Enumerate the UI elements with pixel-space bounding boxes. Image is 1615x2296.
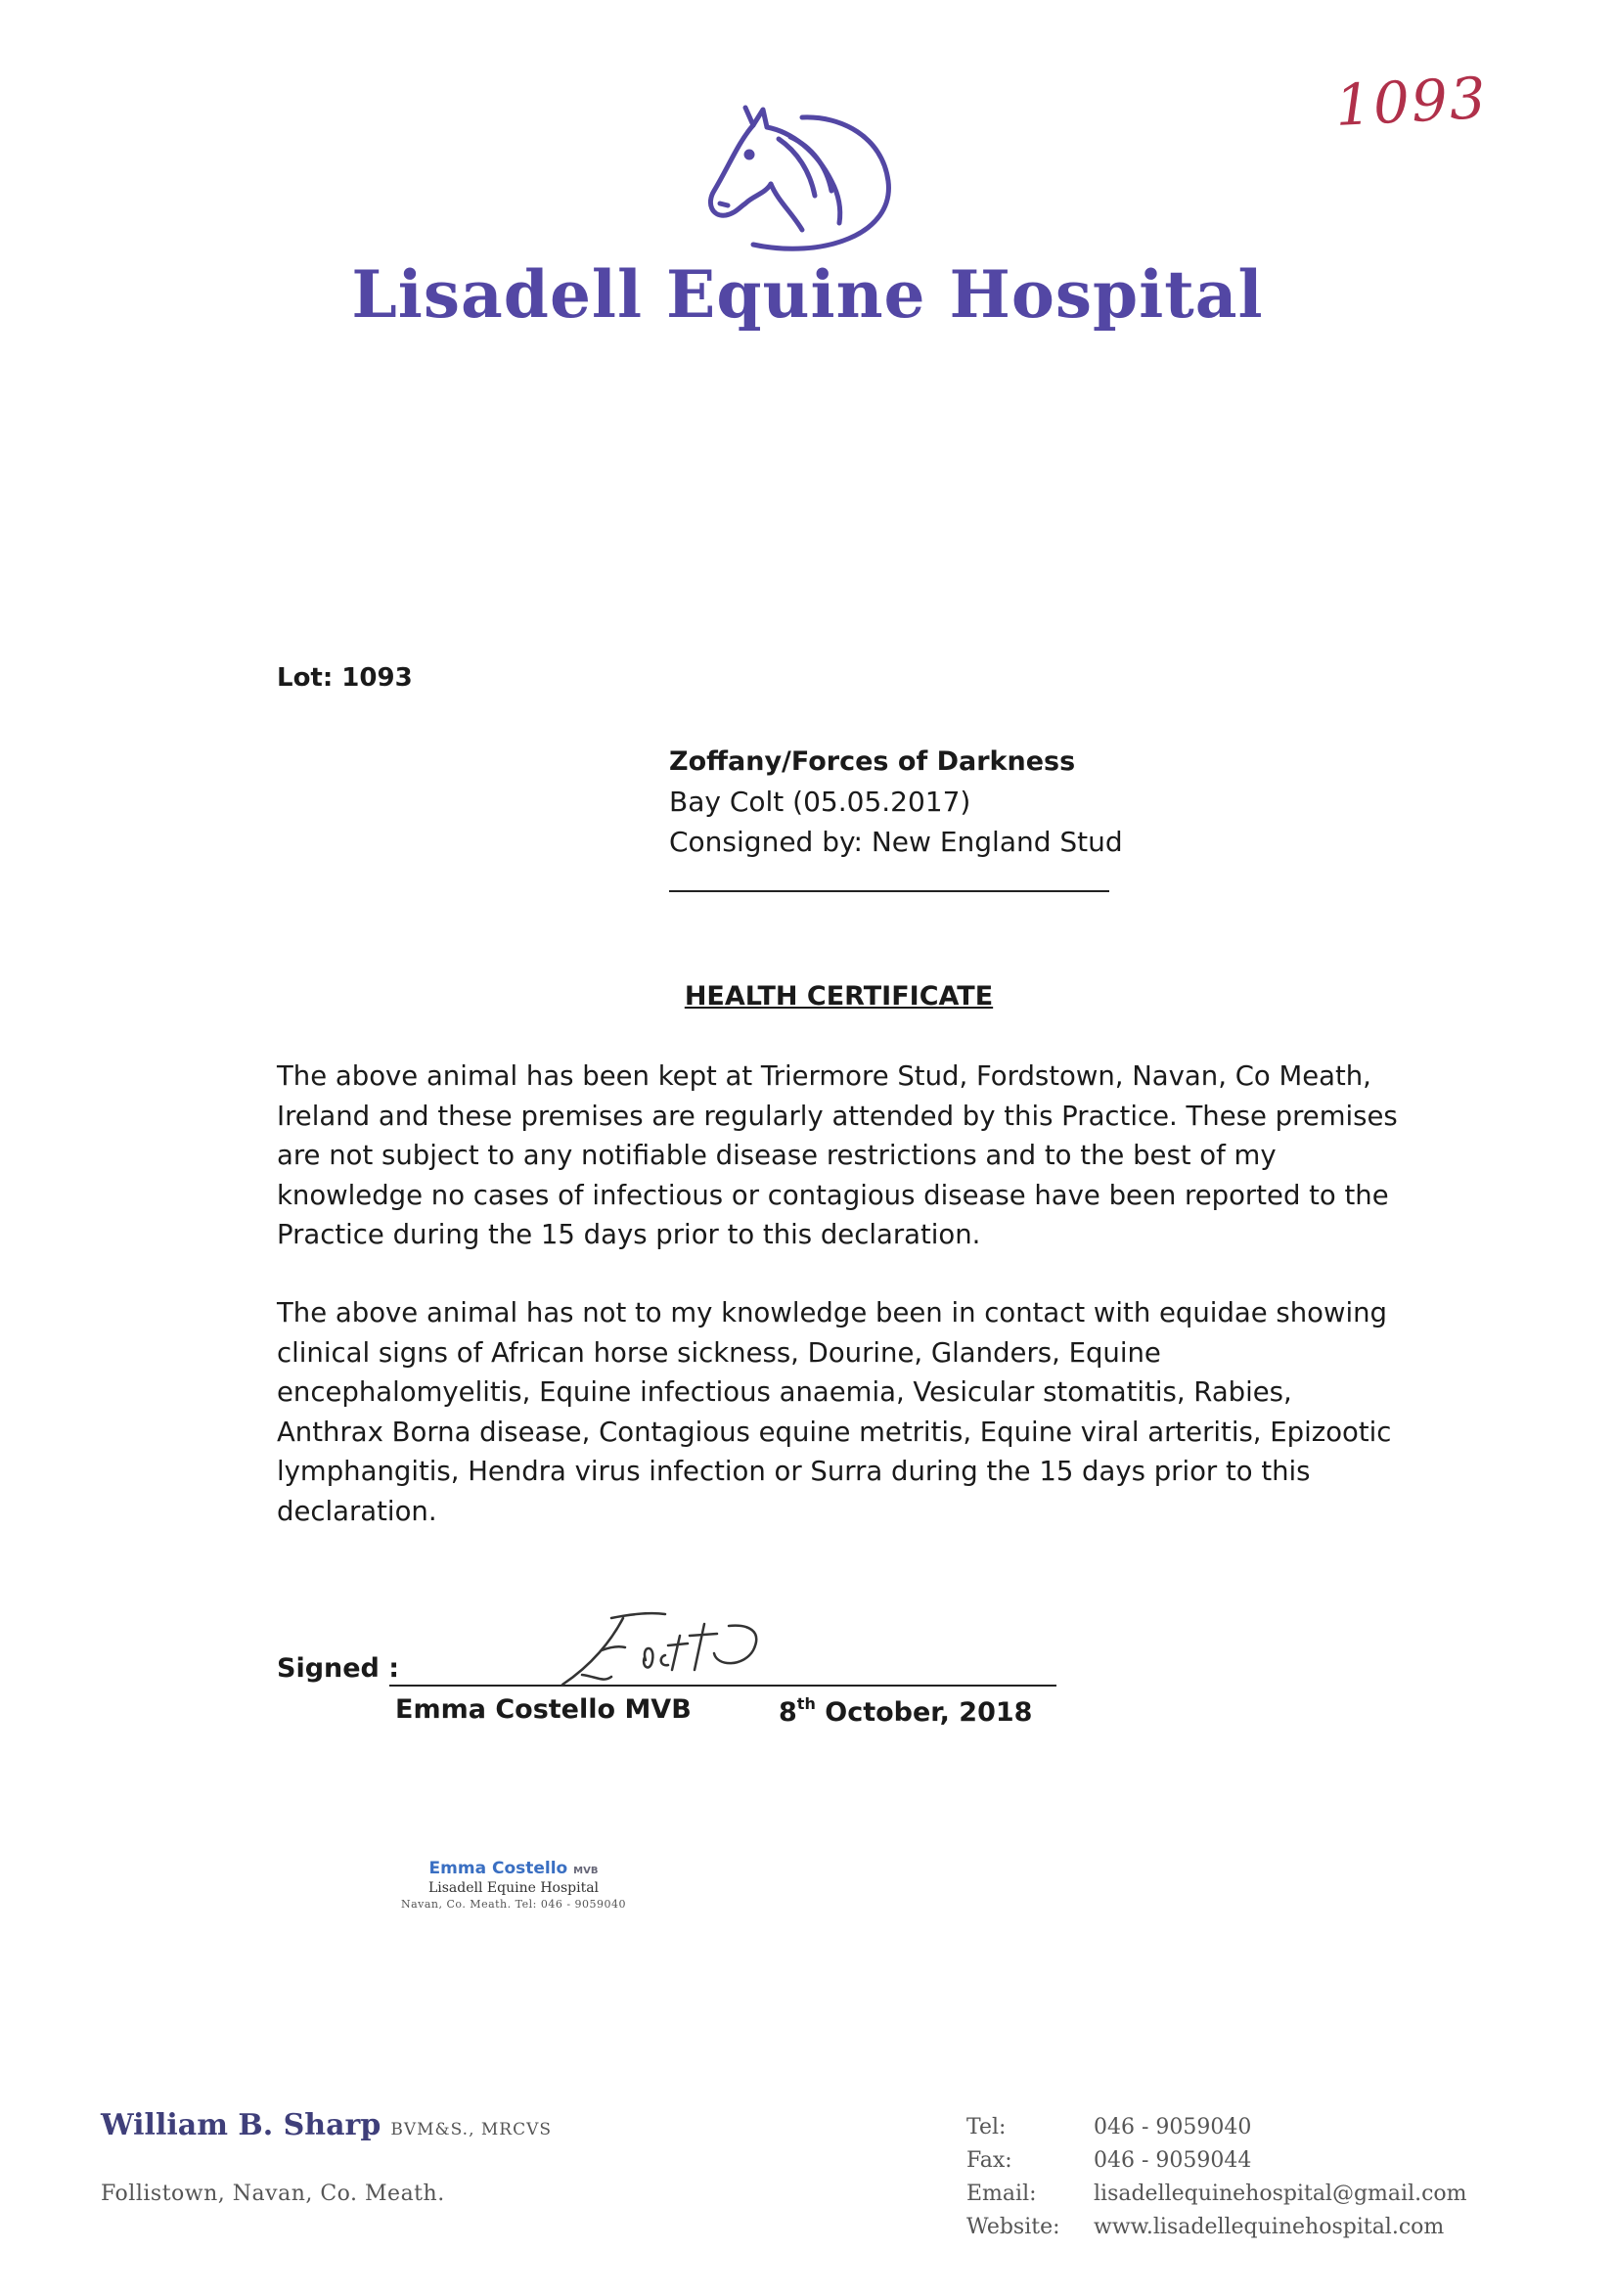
horse-head-logo-icon <box>685 98 910 254</box>
signature-date: 8th October, 2018 <box>779 1694 1033 1728</box>
hospital-name-heading: Lisadell Equine Hospital <box>351 256 1264 333</box>
contact-fax: Fax: 046 - 9059044 <box>966 2148 1252 2173</box>
contact-website: Website: www.lisadellequinehospital.com <box>966 2215 1445 2239</box>
handwritten-lot-number: 1093 <box>1333 64 1490 140</box>
certificate-title: HEALTH CERTIFICATE <box>684 981 994 1012</box>
footer-contacts <box>966 2111 1467 2244</box>
horse-details <box>669 742 1123 862</box>
footer-address: Follistown, Navan, Co. Meath. <box>101 2182 445 2206</box>
horse-description: Bay Colt (05.05.2017) <box>669 786 971 818</box>
signed-label: Signed : <box>277 1653 400 1684</box>
footer-vet-name: William B. Sharp BVM&S., MRCVS <box>101 2108 553 2142</box>
stamp-organisation: Lisadell Equine Hospital <box>427 1880 600 1896</box>
handwritten-signature <box>543 1606 778 1694</box>
contact-tel: Tel: 046 - 9059040 <box>966 2115 1252 2139</box>
stamp-name: Emma Costello <box>428 1859 568 1878</box>
signer-name: Emma Costello MVB <box>395 1694 692 1725</box>
stamp-address: Navan, Co. Meath. Tel: 046 - 9059040 <box>400 1898 627 1911</box>
certificate-paragraph-diseases: The above animal has not to my knowledge been in contact with equidae showing clinical signs of African horse sickness, Dourine, Glanders, Equine encephalomyelitis, Equine infectious anaemia, Vesicular stomatitis, Rabies, Anthrax Borna disease, Contagious equine metritis, Equine viral arteritis, Epizootic lymphangitis, Hendra virus infection or Surra during the 15 days prior to this declaration. <box>277 1297 1392 1527</box>
footer-vet-qualifications: BVM&S., MRCVS <box>390 2120 553 2139</box>
divider <box>669 890 1109 892</box>
stamp-quals: MVB <box>573 1866 599 1876</box>
certificate-paragraph-premises: The above animal has been kept at Triermore Stud, Fordstown, Navan, Co Meath, Ireland and these premises are regularly attended by this Practice. These premises are not subject to any notifiable disease restrictions and to the best of my knowledge no cases of infectious or contagious disease have been reported to the Practice during the 15 days prior to this declaration. <box>277 1060 1398 1250</box>
horse-pedigree: Zoffany/Forces of Darkness <box>669 746 1076 777</box>
contact-email: Email: lisadellequinehospital@gmail.com <box>966 2182 1467 2206</box>
vet-stamp <box>362 1859 665 1911</box>
consignor: Consigned by: New England Stud <box>669 826 1123 858</box>
lot-number: Lot: 1093 <box>277 663 413 693</box>
